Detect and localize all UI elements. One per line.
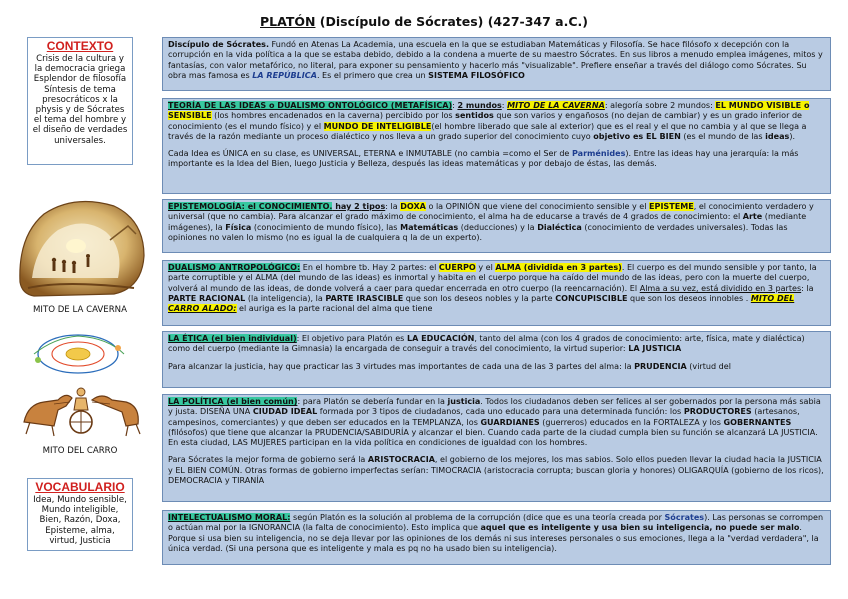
dos-mundos: 2 mundos — [457, 101, 502, 110]
intelect-paragraph — [168, 513, 825, 554]
antropo-t2: y el — [475, 263, 496, 272]
intelect-t1: según Platón es la solución al problema de la corrupción (dice que es una teoría creada por — [290, 513, 665, 522]
ideas-p2b: ). Entre las ideas hay una jerarquía: la más importante es la Idea del Bien, luego Justicia y Belleza, después las ideas matemáticas y por debajo de éstas, las demás. — [168, 149, 799, 169]
dos-tipos: hay 2 tipos — [332, 202, 386, 211]
contexto-heading: CONTEXTO — [46, 39, 114, 53]
alma: ALMA (dividida en 3 partes) — [495, 263, 622, 272]
ideas-t1: : — [452, 101, 458, 110]
mito-caverna-label: MITO DE LA CAVERNA — [507, 101, 605, 110]
politica-t6: (filósofos) que tiene que alcanzar la PRUDENCIA/SABIDURÍA y alcanzar el bien. Cuando cada parte de la ciudad cumpla bien su función se alcanzará LA JUSTICIA. En esta ciudad, LAS MUJERES participan en la vida política en condiciones de igualdad con los hombres. — [168, 427, 818, 448]
antropo-t7: que son los deseos innobles . — [627, 293, 751, 303]
politica-t1: : para Platón se debería fundar en la — [297, 397, 448, 406]
episte-t6: (deducciones) y la — [458, 222, 538, 232]
antropo-t6: que son los deseos nobles y la parte — [403, 293, 556, 303]
episte-t7: (conocimiento de verdades universales). Todas las opiniones no valen lo mismo (no es igual la de cualquiera q la de un experto). — [168, 222, 788, 242]
ideas-heading: TEORÍA DE LAS IDEAS o DUALISMO ONTOLÓGICO (METAFÍSICA) — [168, 101, 453, 110]
episte-t5: (conocimiento de mundo físico), las — [251, 222, 401, 232]
politica-p2a: Para Sócrates la mejor forma de gobierno será la — [168, 455, 368, 465]
cave-illustration — [14, 196, 148, 300]
ideas-t2: : — [501, 101, 508, 110]
politica-heading: LA POLÍTICA (el bien común) — [168, 397, 298, 406]
productores: PRODUCTORES — [683, 407, 752, 417]
etica-t1: : El objetivo para Platón es — [296, 334, 407, 343]
etica-heading: LA ÉTICA (el bien individual) — [168, 334, 297, 343]
politica-t2: . Todos los ciudadanos deben ser felices al ser gobernados por la persona más sabia y justa. DISEÑA UNA — [168, 397, 821, 417]
discipulo-text-2: . Es el primero que crea un — [316, 70, 429, 80]
ideas-t7: (es el mundo de las — [680, 131, 766, 141]
panel-etica — [162, 331, 831, 388]
politica-paragraph-2 — [168, 455, 825, 486]
intelect-t2: ). Las personas se corrompen o actúan mal por la IGNORANCIA (la falta de conocimiento). Esto implica que — [168, 513, 824, 533]
republica-title: LA REPÚBLICA — [252, 70, 317, 80]
antropo-t5: (la inteligencia), la — [245, 293, 326, 303]
objetivo-bien: objetivo es EL BIEN — [593, 131, 681, 141]
sistema-filosofico: SISTEMA FILOSÓFICO — [428, 70, 525, 80]
politica-p2b: , el gobierno de los mejores, los mas sabios. Solo ellos pueden llevar la ciudad hacia la JUSTICIA y EL BIEN COMÚN. Otras formas de gobierno imperfectas serían: TIMOCRACIA (aristocracia corrupta; buscan gloria y honores) OLIGARQUÍA (gobierno de los ricos), DEMOCRACIA y TIRANÍA — [168, 455, 824, 486]
episte-paragraph — [168, 202, 825, 243]
intelect-t3: . Porque si usa bien su inteligencia, no se deja llevar por las opiniones de los demás ni sus intereses personales o sus emociones, llega a la "verdad verdadera", la única verdad. (Si una persona que es inteligente y mala es pq no ha usado bien su inteligencia). — [168, 523, 819, 553]
ideas-paragraph — [168, 101, 825, 142]
antropo-t3: . El cuerpo es del mundo sensible y por tanto, la parte corruptible y el ALMA (del mundo de las ideas) es inmortal y habita en el cuerpo porque ha caído del mundo de las ideas, pero con la muerte del cuerpo, volverá al mundo de las ideas, de donde volverá a caer para quedar encerrada en otro cuerpo (la reencarnación). El — [168, 263, 817, 293]
vocabulario-heading: VOCABULARIO — [35, 480, 125, 494]
alma-dividida: Alma a su vez, está dividido en 3 partes — [639, 283, 802, 293]
parte-concupiscible: CONCUPISCIBLE — [555, 293, 628, 303]
gobernantes: GOBERNANTES — [723, 417, 792, 427]
sentidos: sentidos — [455, 111, 494, 121]
politica-t3: formada por 3 tipos de ciudadanos, cada uno educado para una determinada función: los — [317, 407, 684, 417]
intelect-heading: INTELECTUALISMO MORAL: — [168, 513, 291, 522]
ideas-paragraph-2 — [168, 149, 825, 170]
episte-t1: : la — [385, 202, 401, 211]
caverna-caption: MITO DE LA CAVERNA — [33, 305, 127, 315]
mito-carro-label: MITO DEL CARRO ALADO: — [168, 293, 795, 314]
panel-epistemologia — [162, 199, 831, 253]
ciudad-ideal: CIUDAD IDEAL — [252, 407, 318, 417]
episte-t3: , el conocimiento verdadero y universal (que no cambia). Para alcanzar el grado máximo de conocimiento, el alma ha de educarse a través de 4 grados de conocimiento: el — [168, 202, 814, 222]
ideas-word: ideas — [765, 131, 790, 141]
chariot-illustration — [14, 330, 148, 442]
mundo-sensible: EL MUNDO VISIBLE o SENSIBLE — [168, 101, 810, 121]
politica-t4: (artesanos, campesinos, comerciantes) y que deben ser educados en la TEMPLANZA, los — [168, 407, 800, 427]
doxa: DOXA — [400, 202, 426, 211]
panel-teoria-ideas — [162, 98, 831, 194]
discipulo-text: Fundó en Atenas La Academia, una escuela en la que se estudiaban Matemáticas y Filosofía. Se hace filósofo x decepción con la corrupción en la vida política a la que se estaba debido, debido a la condena a muerte de su maestro Sócrates. En sus libros a menudo emplea imágenes, mitos y fantasías, con valor metafórico, no literal, para exponer su pensamiento y hacerlo más "visualizable". Prefiere enseñar a través del diálogo como Sócrates. Su obra mas famosa es — [168, 40, 823, 80]
antropo-t4: : la — [801, 283, 814, 293]
vocabulario-text: Idea, Mundo sensible, Mundo inteligible, Bien, Razón, Doxa, Episteme, alma, virtud, Justicia — [33, 495, 127, 546]
title-name: PLATÓN — [260, 14, 316, 29]
panel-intelectualismo-moral — [162, 510, 831, 565]
mundo-inteligible: MUNDO DE INTELIGIBLE — [323, 121, 432, 131]
vocabulario-box — [27, 478, 133, 551]
socrates: Sócrates — [664, 513, 705, 522]
educacion: LA EDUCACIÓN — [406, 334, 475, 343]
grado-arte: Arte — [742, 212, 763, 222]
episteme: EPISTEME — [649, 202, 694, 211]
etica-paragraph-2 — [168, 362, 825, 372]
antropo-paragraph — [168, 263, 825, 314]
panel-discipulo — [162, 37, 831, 91]
etica-t2: , tanto del alma (con los 4 grados de conocimiento: arte, física, mate y dialéctica) como del cuerpo (mediante la Gimnasia) la encargada de conseguir a través del conocimiento, la virtud superior: — [168, 334, 805, 354]
cuerpo: CUERPO — [438, 263, 476, 272]
parte-irascible: PARTE IRASCIBLE — [325, 293, 404, 303]
episte-heading: EPISTEMOLOGÍA: el CONOCIMIENTO. — [168, 202, 333, 211]
etica-p2a: Para alcanzar la justicia, hay que practicar las 3 virtudes mas importantes de cada una de las 3 partes del alma: la — [168, 361, 635, 371]
politica-justicia: justicia — [447, 397, 481, 406]
antropo-heading: DUALISMO ANTROPOLÓGICO: — [168, 263, 301, 272]
contexto-box — [27, 37, 133, 165]
discipulo-lead: Discípulo de Sócrates. — [168, 40, 269, 49]
antropo-t8: el auriga es la parte racional del alma que tiene — [236, 304, 433, 314]
ideas-t4: (los hombres encadenados en la caverna) percibido por los — [211, 111, 456, 121]
page-title — [0, 14, 848, 29]
parte-racional: PARTE RACIONAL — [168, 293, 246, 303]
episte-t4: (mediante imágenes), la — [168, 212, 807, 232]
aristocracia: ARISTOCRACIA — [367, 455, 435, 465]
carro-caption: MITO DEL CARRO — [42, 446, 118, 456]
grado-fisica: Física — [225, 222, 252, 232]
contexto-text: Crisis de la cultura y la democracia griega Esplendor de filosofía Síntesis de tema presocráticos x la physis y de Sócrates el tema del hombre y el diseño de verdades universales. — [32, 54, 128, 146]
parmenides: Parménides — [571, 149, 626, 159]
ideas-t6: (el hombre liberado que sale al exterior) que es el real y el que no cambia y al que se llega a través de la razón mediante un proceso dialéctico y nos lleva a un grado superior del conocimiento cuyo — [168, 121, 807, 141]
grado-dialectica: Dialéctica — [537, 222, 582, 232]
ideas-t8: ). — [789, 131, 796, 141]
etica-paragraph — [168, 334, 825, 355]
politica-paragraph — [168, 397, 825, 448]
panel-dualismo-antropologico — [162, 260, 831, 326]
aquel-inteligente: aquel que es inteligente y usa bien su inteligencia, no puede ser malo — [480, 523, 800, 533]
discipulo-paragraph — [168, 40, 825, 81]
panel-politica — [162, 394, 831, 502]
antropo-t1: En el hombre tb. Hay 2 partes: el — [300, 263, 439, 272]
ideas-p2a: Cada Idea es ÚNICA en su clase, es UNIVERSAL, ETERNA e INMUTABLE (no cambia =como el Ser de — [168, 149, 572, 159]
episte-t2: o la OPINIÓN que viene del conocimiento sensible y el — [425, 202, 650, 211]
etica-p2b: (virtud del — [686, 361, 731, 371]
grado-matematicas: Matemáticas — [400, 222, 459, 232]
title-rest: (Discípulo de Sócrates) (427-347 a.C.) — [315, 14, 588, 29]
justicia: LA JUSTICIA — [628, 344, 682, 354]
politica-t5: (guerreros) educados en la FORTALEZA y los — [539, 417, 724, 427]
ideas-t5: que son varios y engañosos (no dejan de cambiar) y es un grado inferior de conocimiento (es el mundo físico) y el — [168, 111, 803, 131]
ideas-t3: : alegoría sobre 2 mundos: — [604, 101, 716, 110]
prudencia: PRUDENCIA — [634, 361, 687, 371]
guardianes: GUARDIANES — [480, 417, 540, 427]
